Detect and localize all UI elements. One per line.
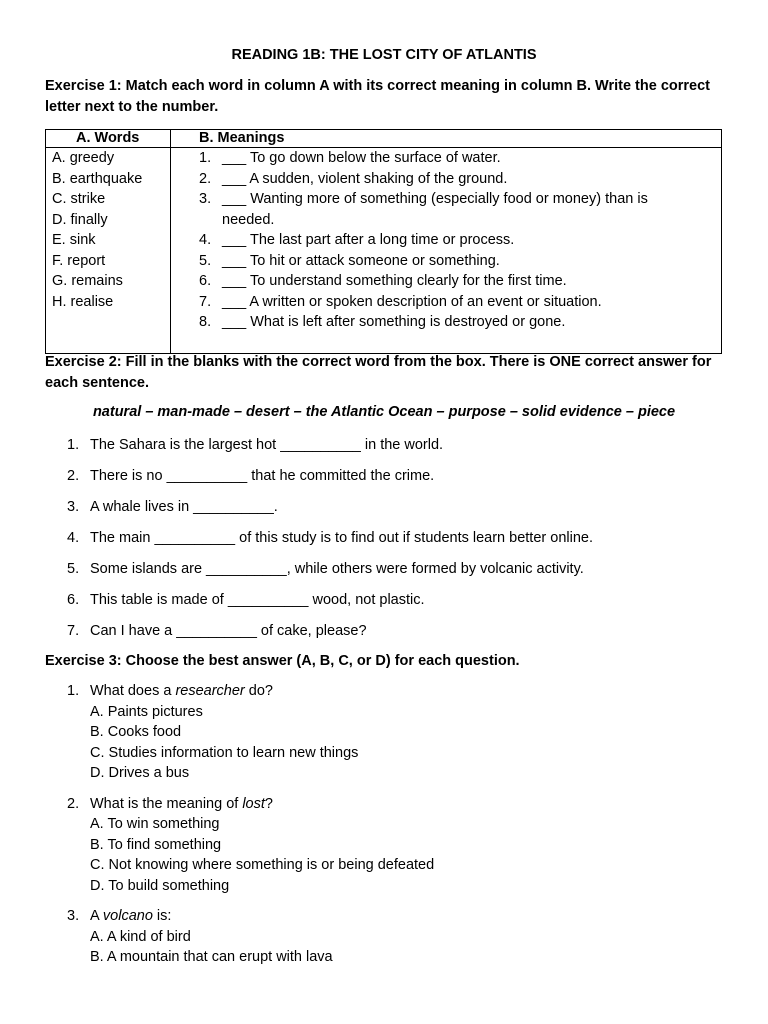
page-title: READING 1B: THE LOST CITY OF ATLANTIS (231, 47, 537, 63)
meaning-number: 1. (199, 150, 212, 166)
question-prompt (90, 683, 273, 699)
question-item (45, 906, 725, 968)
meaning-item (171, 251, 721, 272)
question-prompt (90, 796, 273, 812)
meaning-number: 3. (199, 191, 212, 207)
meaning-text: ___ A written or spoken description of an event or situation. (222, 293, 602, 310)
word-item: A. greedy (52, 150, 115, 166)
answer-option: D. Drives a bus (90, 765, 190, 781)
answer-option: A. A kind of bird (90, 928, 191, 945)
question-text: What is the meaning of (90, 795, 243, 812)
question-number: 2. (67, 795, 80, 812)
meaning-item (171, 292, 721, 313)
question-prompt (90, 908, 171, 924)
exercise-3-instruction: Exercise 3: Choose the best answer (A, B, C, or D) for each question. (45, 653, 520, 669)
meaning-text: ___ A sudden, violent shaking of the ground. (222, 170, 508, 187)
answer-option: A. Paints pictures (90, 703, 203, 720)
question-text: ? (264, 795, 273, 812)
sentence-text: Can I have a __________ of cake, please? (90, 623, 367, 639)
fill-in-sentences (45, 435, 725, 652)
answer-option: C. Not knowing where something is or being defeated (90, 857, 435, 873)
answer-option: B. Cooks food (90, 724, 182, 740)
question-text: What does a (90, 683, 176, 699)
sentence-item (45, 466, 725, 497)
answer-option: B. A mountain that can erupt with lava (90, 949, 333, 965)
sentence-item (45, 497, 725, 528)
answer-option: D. To build something (90, 877, 230, 894)
meaning-text: ___ To hit or attack someone or something. (222, 252, 500, 269)
word-box: natural – man-made – desert – the Atlantic Ocean – purpose – solid evidence – piece (92, 404, 676, 420)
meaning-item (171, 230, 721, 251)
sentence-item (45, 559, 725, 590)
meanings-column-header: B. Meanings (171, 130, 722, 148)
question-number: 1. (67, 683, 80, 699)
word-item: C. strike (52, 191, 106, 207)
meaning-item (171, 271, 721, 292)
meaning-text: ___ Wanting more of something (especially food or money) than is needed. (222, 191, 648, 228)
word-item: B. earthquake (52, 170, 143, 187)
meaning-text: ___ To go down below the surface of water. (222, 150, 501, 166)
sentence-text: There is no __________ that he committed the crime. (90, 468, 435, 484)
words-cell (46, 148, 171, 354)
sentence-item (45, 435, 725, 466)
multiple-choice-questions (45, 681, 725, 978)
sentence-text: The main __________ of this study is to find out if students learn better online. (90, 530, 593, 546)
meaning-item (171, 189, 721, 230)
meanings-cell (171, 148, 722, 354)
word-item: E. sink (52, 232, 96, 248)
question-term: volcano (102, 908, 153, 924)
question-term: lost (242, 795, 265, 812)
meanings-list (171, 148, 721, 333)
answer-option: B. To find something (90, 836, 222, 853)
sentence-text: This table is made of __________ wood, not plastic. (90, 592, 425, 608)
meaning-number: 7. (199, 293, 212, 310)
sentence-item (45, 590, 725, 621)
question-text: do? (244, 683, 273, 699)
sentence-number: 1. (67, 437, 80, 453)
meaning-item (171, 312, 721, 333)
word-item: D. finally (52, 211, 108, 228)
question-term: researcher (175, 683, 245, 699)
word-item: F. report (52, 252, 106, 269)
sentence-number: 2. (67, 468, 80, 484)
word-item: H. realise (52, 293, 114, 310)
sentence-number: 4. (67, 530, 80, 546)
meaning-number: 6. (199, 273, 212, 289)
sentence-text: Some islands are __________, while others were formed by volcanic activity. (90, 561, 584, 577)
exercise-1-instruction: Exercise 1: Match each word in column A with its correct meaning in column B. Write the correct letter next to the number. (45, 78, 711, 115)
exercise-2-instruction: Exercise 2: Fill in the blanks with the correct word from the box. There is ONE correct answer for each sentence. (45, 354, 712, 391)
sentence-number: 6. (67, 592, 80, 608)
sentence-number: 7. (67, 623, 80, 639)
answer-option: C. Studies information to learn new things (90, 744, 359, 761)
sentence-number: 3. (67, 499, 80, 515)
question-item (45, 794, 725, 897)
meaning-number: 4. (199, 232, 212, 248)
matching-table (45, 129, 722, 354)
answer-option: A. To win something (90, 816, 220, 832)
words-column-header: A. Words (46, 130, 171, 148)
question-text: A (90, 908, 103, 924)
meaning-text: ___ What is left after something is destroyed or gone. (222, 314, 566, 330)
sentence-item (45, 621, 725, 652)
meaning-item (171, 148, 721, 169)
meaning-item (171, 169, 721, 190)
meaning-text: ___ The last part after a long time or process. (222, 232, 515, 248)
sentence-text: The Sahara is the largest hot __________ in the world. (90, 437, 444, 453)
question-item (45, 681, 725, 784)
word-item: G. remains (52, 273, 123, 289)
sentence-number: 5. (67, 561, 80, 577)
meaning-number: 8. (199, 314, 212, 330)
meaning-number: 2. (199, 170, 212, 187)
meaning-text: ___ To understand something clearly for the first time. (222, 273, 567, 289)
words-list (46, 148, 170, 312)
question-number: 3. (67, 908, 80, 924)
sentence-text: A whale lives in __________. (90, 499, 278, 515)
question-text: is: (152, 908, 172, 924)
sentence-item (45, 528, 725, 559)
meaning-number: 5. (199, 252, 212, 269)
